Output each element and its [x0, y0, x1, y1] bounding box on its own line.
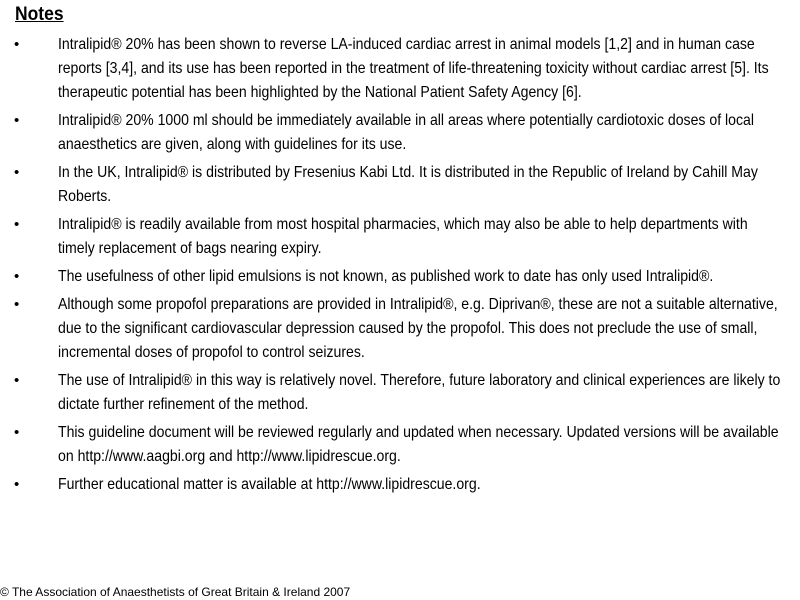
- note-text: This guideline document will be reviewed regularly and updated when necessary. Updated versions will be available on http://www.aagbi.org and http://www.lipidrescue.org.: [58, 424, 779, 465]
- notes-heading: Notes: [15, 4, 64, 25]
- note-item: [0, 213, 800, 261]
- bullet-icon: •: [14, 296, 20, 313]
- note-text: The usefulness of other lipid emulsions is not known, as published work to date has only used Intralipid®.: [58, 268, 714, 285]
- bullet-icon: •: [14, 476, 20, 493]
- note-item: [0, 265, 800, 289]
- note-text: Further educational matter is available at http://www.lipidrescue.org.: [58, 476, 481, 493]
- note-item: [0, 33, 800, 105]
- note-text: Although some propofol preparations are provided in Intralipid®, e.g. Diprivan®, these are not a suitable alternative, due to the significant cardiovascular depression caused by the propofol. This does not preclude the use of small, incremental doses of propofol to control seizures.: [58, 296, 778, 361]
- bullet-icon: •: [14, 216, 20, 233]
- bullet-icon: •: [14, 268, 20, 285]
- bullet-icon: •: [14, 36, 20, 53]
- bullet-icon: •: [14, 424, 20, 441]
- note-item: [0, 161, 800, 209]
- bullet-icon: •: [14, 372, 20, 389]
- bullet-icon: •: [14, 112, 20, 129]
- note-text: Intralipid® 20% 1000 ml should be immediately available in all areas where potentially cardiotoxic doses of local anaesthetics are given, along with guidelines for its use.: [58, 112, 754, 153]
- note-item: [0, 293, 800, 365]
- note-item: [0, 109, 800, 157]
- note-text: Intralipid® 20% has been shown to reverse LA-induced cardiac arrest in animal models [1,2] and in human case reports [3,4], and its use has been reported in the treatment of life-threatening toxicity without cardiac arrest [5]. Its therapeutic potential has been highlighted by the National Patient Safety Agency [6].: [58, 36, 769, 101]
- note-item: [0, 369, 800, 417]
- copyright-notice: © The Association of Anaesthetists of Great Britain & Ireland 2007: [0, 585, 351, 599]
- bullet-icon: •: [14, 164, 20, 181]
- note-item: [0, 421, 800, 469]
- note-text: The use of Intralipid® in this way is relatively novel. Therefore, future laboratory and clinical experiences are likely to dictate further refinement of the method.: [58, 372, 781, 413]
- note-item: [0, 473, 800, 497]
- note-text: In the UK, Intralipid® is distributed by Fresenius Kabi Ltd. It is distributed in the Republic of Ireland by Cahill May Roberts.: [58, 164, 758, 205]
- note-text: Intralipid® is readily available from most hospital pharmacies, which may also be able to help departments with timely replacement of bags nearing expiry.: [58, 216, 748, 257]
- notes-list: [0, 33, 800, 501]
